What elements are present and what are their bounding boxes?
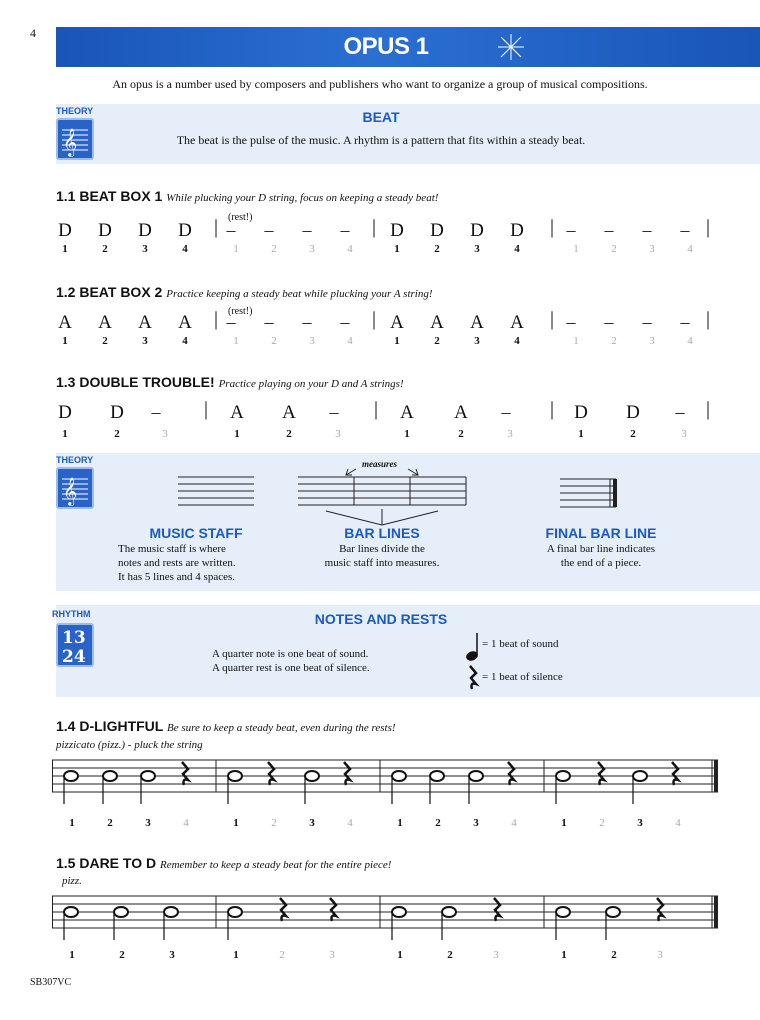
beat-count: 2 xyxy=(611,335,617,347)
beat-count: 4 xyxy=(514,243,520,255)
svg-text:𝄞: 𝄞 xyxy=(63,477,78,505)
notes-rests-text: A quarter note is one beat of sound. A quarter rest is one beat of silence. xyxy=(212,648,370,674)
note: D xyxy=(626,402,640,423)
beat-count: 1 xyxy=(69,949,75,961)
beat-count: 1 xyxy=(69,817,75,829)
beat-count: 2 xyxy=(279,949,285,961)
final-bar-line: | xyxy=(706,308,711,330)
beat-count: 2 xyxy=(102,335,108,347)
beat-count: 2 xyxy=(271,243,277,255)
beat-count: 3 xyxy=(309,817,315,829)
note: D xyxy=(178,220,192,241)
note: D xyxy=(58,220,72,241)
beat-count: 1 xyxy=(233,949,239,961)
beat-count: 4 xyxy=(182,243,188,255)
beat-count: 3 xyxy=(649,243,655,255)
beat-count: 2 xyxy=(119,949,125,961)
rest-dash: – xyxy=(264,312,274,332)
rest-dash: – xyxy=(642,220,652,240)
note: A xyxy=(510,312,524,333)
rest-dash: – xyxy=(680,312,690,332)
rest-dash: – xyxy=(340,312,350,332)
exercise-1-3-title: 1.3 DOUBLE TROUBLE! Practice playing on your D and A strings! xyxy=(56,374,404,390)
note: A xyxy=(58,312,72,333)
beat-count: 4 xyxy=(347,243,353,255)
intro-text: An opus is a number used by composers and publishers who want to organize a group of musical compositions. xyxy=(112,77,648,91)
note: A xyxy=(282,402,296,423)
bar-lines-diagram xyxy=(296,461,468,527)
rest-dash: – xyxy=(340,220,350,240)
beat-count: 2 xyxy=(434,243,440,255)
final-bar-line: | xyxy=(706,216,711,238)
title-banner xyxy=(56,27,760,67)
beat-count: 1 xyxy=(397,817,403,829)
beat-count: 2 xyxy=(286,428,292,440)
beat-count: 1 xyxy=(397,949,403,961)
note: A xyxy=(178,312,192,333)
rest-dash: – xyxy=(226,312,236,332)
beat-count: 1 xyxy=(561,949,567,961)
beat-count: 1 xyxy=(62,428,68,440)
beat-count: 3 xyxy=(162,428,168,440)
rhythm-panel xyxy=(52,605,760,697)
bar-line: | xyxy=(550,216,555,238)
sparkle-icon xyxy=(494,32,528,62)
rest-dash: – xyxy=(151,402,161,422)
note: D xyxy=(470,220,484,241)
exercise-1-2-title: 1.2 BEAT BOX 2 Practice keeping a steady beat while plucking your A string! xyxy=(56,284,433,300)
rest-dash: – xyxy=(566,312,576,332)
note: D xyxy=(390,220,404,241)
beat-count: 3 xyxy=(145,817,151,829)
rest-dash: – xyxy=(264,220,274,240)
beat-count: 3 xyxy=(493,949,499,961)
beat-count: 1 xyxy=(233,817,239,829)
beat-count: 4 xyxy=(347,335,353,347)
note: A xyxy=(138,312,152,333)
beat-count: 4 xyxy=(511,817,517,829)
rest-dash: – xyxy=(604,312,614,332)
note: A xyxy=(98,312,112,333)
beat-count: 1 xyxy=(578,428,584,440)
final-bar-line-diagram xyxy=(560,475,620,513)
beat-count: 2 xyxy=(102,243,108,255)
beat-count: 1 xyxy=(234,428,240,440)
pizz-instruction: pizz. xyxy=(62,875,82,887)
note: A xyxy=(390,312,404,333)
beat-count: 3 xyxy=(142,335,148,347)
beat-count: 2 xyxy=(271,817,277,829)
note: D xyxy=(574,402,588,423)
exercise-1-3-line xyxy=(56,398,760,448)
quarter-rest-icon xyxy=(466,665,480,691)
rest-dash: – xyxy=(680,220,690,240)
beat-count: 1 xyxy=(62,335,68,347)
notes-rests-heading: NOTES AND RESTS xyxy=(314,611,448,627)
rest-dash: – xyxy=(226,220,236,240)
beat-count: 4 xyxy=(514,335,520,347)
quarter-note-icon xyxy=(464,631,484,663)
beat-count: 3 xyxy=(507,428,513,440)
bar-line: | xyxy=(550,398,555,420)
music-staff-diagram xyxy=(178,471,254,511)
beat-count: 3 xyxy=(329,949,335,961)
beat-count: 3 xyxy=(637,817,643,829)
beat-count: 2 xyxy=(107,817,113,829)
rest-dash: – xyxy=(302,220,312,240)
svg-text:13: 13 xyxy=(62,628,86,648)
exercise-1-2-line xyxy=(56,306,760,356)
beat-count: 4 xyxy=(687,335,693,347)
exercise-1-1-line xyxy=(56,212,760,262)
beat-count: 4 xyxy=(675,817,681,829)
book-code: SB307VC xyxy=(30,977,72,988)
bar-line: | xyxy=(372,216,377,238)
rest-label: (rest!) xyxy=(228,212,253,223)
theory-tag: THEORY xyxy=(56,455,94,465)
beat-count: 3 xyxy=(657,949,663,961)
music-staff-text: The music staff is where notes and rests are written. It has 5 lines and 4 spaces. xyxy=(118,543,236,583)
beat-heading: BEAT xyxy=(362,109,400,125)
bar-line: | xyxy=(204,398,209,420)
beat-count: 1 xyxy=(62,243,68,255)
beat-count: 3 xyxy=(474,335,480,347)
bar-lines-text: Bar lines divide the music staff into measures. xyxy=(324,543,440,569)
exercise-1-4-title: 1.4 D-LIGHTFUL Be sure to keep a steady beat, even during the rests! xyxy=(56,718,396,734)
note: A xyxy=(230,402,244,423)
beat-count: 1 xyxy=(404,428,410,440)
exercise-1-4-staff xyxy=(52,754,720,808)
rest-dash: – xyxy=(604,220,614,240)
beat-count: 2 xyxy=(114,428,120,440)
beat-count: 1 xyxy=(561,817,567,829)
beat-count: 2 xyxy=(458,428,464,440)
bar-line: | xyxy=(372,308,377,330)
final-bar-line: | xyxy=(706,398,711,420)
theory-tag: THEORY xyxy=(56,106,94,116)
beat-count: 2 xyxy=(611,243,617,255)
note: D xyxy=(510,220,524,241)
final-bar-line-heading: FINAL BAR LINE xyxy=(545,525,657,541)
exercise-1-5-counts xyxy=(52,949,720,965)
rhythm-tag: RHYTHM xyxy=(52,609,91,619)
beat-count: 3 xyxy=(473,817,479,829)
beat-panel xyxy=(56,104,760,164)
beat-count: 2 xyxy=(435,817,441,829)
beat-count: 3 xyxy=(169,949,175,961)
note: D xyxy=(138,220,152,241)
beat-count: 4 xyxy=(183,817,189,829)
beat-count: 3 xyxy=(142,243,148,255)
beat-text: The beat is the pulse of the music. A rhythm is a pattern that fits within a steady beat. xyxy=(176,133,586,147)
exercise-1-5-title: 1.5 DARE TO D Remember to keep a steady beat for the entire piece! xyxy=(56,855,392,871)
exercise-1-4-counts xyxy=(52,817,720,833)
rest-dash: – xyxy=(329,402,339,422)
page-number: 4 xyxy=(30,26,36,40)
beat-count: 2 xyxy=(271,335,277,347)
note: D xyxy=(430,220,444,241)
beat-count: 1 xyxy=(233,335,239,347)
beat-count: 4 xyxy=(182,335,188,347)
rest-dash: – xyxy=(566,220,576,240)
exercise-1-1-title: 1.1 BEAT BOX 1 While plucking your D string, focus on keeping a steady beat! xyxy=(56,188,439,204)
note: D xyxy=(58,402,72,423)
staff-theory-panel xyxy=(56,453,760,591)
quarter-note-equation: = 1 beat of sound xyxy=(482,638,559,650)
beat-count: 1 xyxy=(573,243,579,255)
beat-count: 2 xyxy=(447,949,453,961)
rest-label: (rest!) xyxy=(228,306,253,317)
beat-count: 4 xyxy=(687,243,693,255)
music-staff-heading: MUSIC STAFF xyxy=(149,525,243,541)
beat-count: 1 xyxy=(233,243,239,255)
beat-count: 2 xyxy=(611,949,617,961)
beat-count: 3 xyxy=(649,335,655,347)
bar-line: | xyxy=(550,308,555,330)
note: A xyxy=(454,402,468,423)
beat-count: 1 xyxy=(394,335,400,347)
bar-lines-heading: BAR LINES xyxy=(344,525,420,541)
beat-count: 2 xyxy=(630,428,636,440)
svg-text:24: 24 xyxy=(62,647,86,665)
svg-text:𝄞: 𝄞 xyxy=(63,128,78,156)
exercise-1-5-staff xyxy=(52,890,720,944)
note: A xyxy=(400,402,414,423)
note: D xyxy=(98,220,112,241)
rhythm-icon xyxy=(56,623,94,667)
beat-count: 1 xyxy=(573,335,579,347)
beat-count: 3 xyxy=(309,335,315,347)
rest-dash: – xyxy=(302,312,312,332)
bar-line: | xyxy=(214,308,219,330)
beat-count: 2 xyxy=(599,817,605,829)
beat-count: 3 xyxy=(335,428,341,440)
bar-line: | xyxy=(214,216,219,238)
page-title: OPUS 1 xyxy=(343,33,429,60)
quarter-rest-equation: = 1 beat of silence xyxy=(482,671,563,683)
final-bar-line-text: A final bar line indicates the end of a piece. xyxy=(546,543,656,569)
rest-dash: – xyxy=(642,312,652,332)
note: A xyxy=(470,312,484,333)
beat-count: 1 xyxy=(394,243,400,255)
beat-count: 4 xyxy=(347,817,353,829)
pizzicato-instruction: pizzicato (pizz.) - pluck the string xyxy=(56,739,203,751)
note: A xyxy=(430,312,444,333)
bar-line: | xyxy=(374,398,379,420)
beat-count: 3 xyxy=(309,243,315,255)
rest-dash: – xyxy=(501,402,511,422)
theory-icon xyxy=(56,467,94,509)
beat-count: 3 xyxy=(681,428,687,440)
beat-count: 2 xyxy=(434,335,440,347)
measures-label: measures xyxy=(362,459,398,469)
beat-count: 3 xyxy=(474,243,480,255)
note: D xyxy=(110,402,124,423)
rest-dash: – xyxy=(675,402,685,422)
